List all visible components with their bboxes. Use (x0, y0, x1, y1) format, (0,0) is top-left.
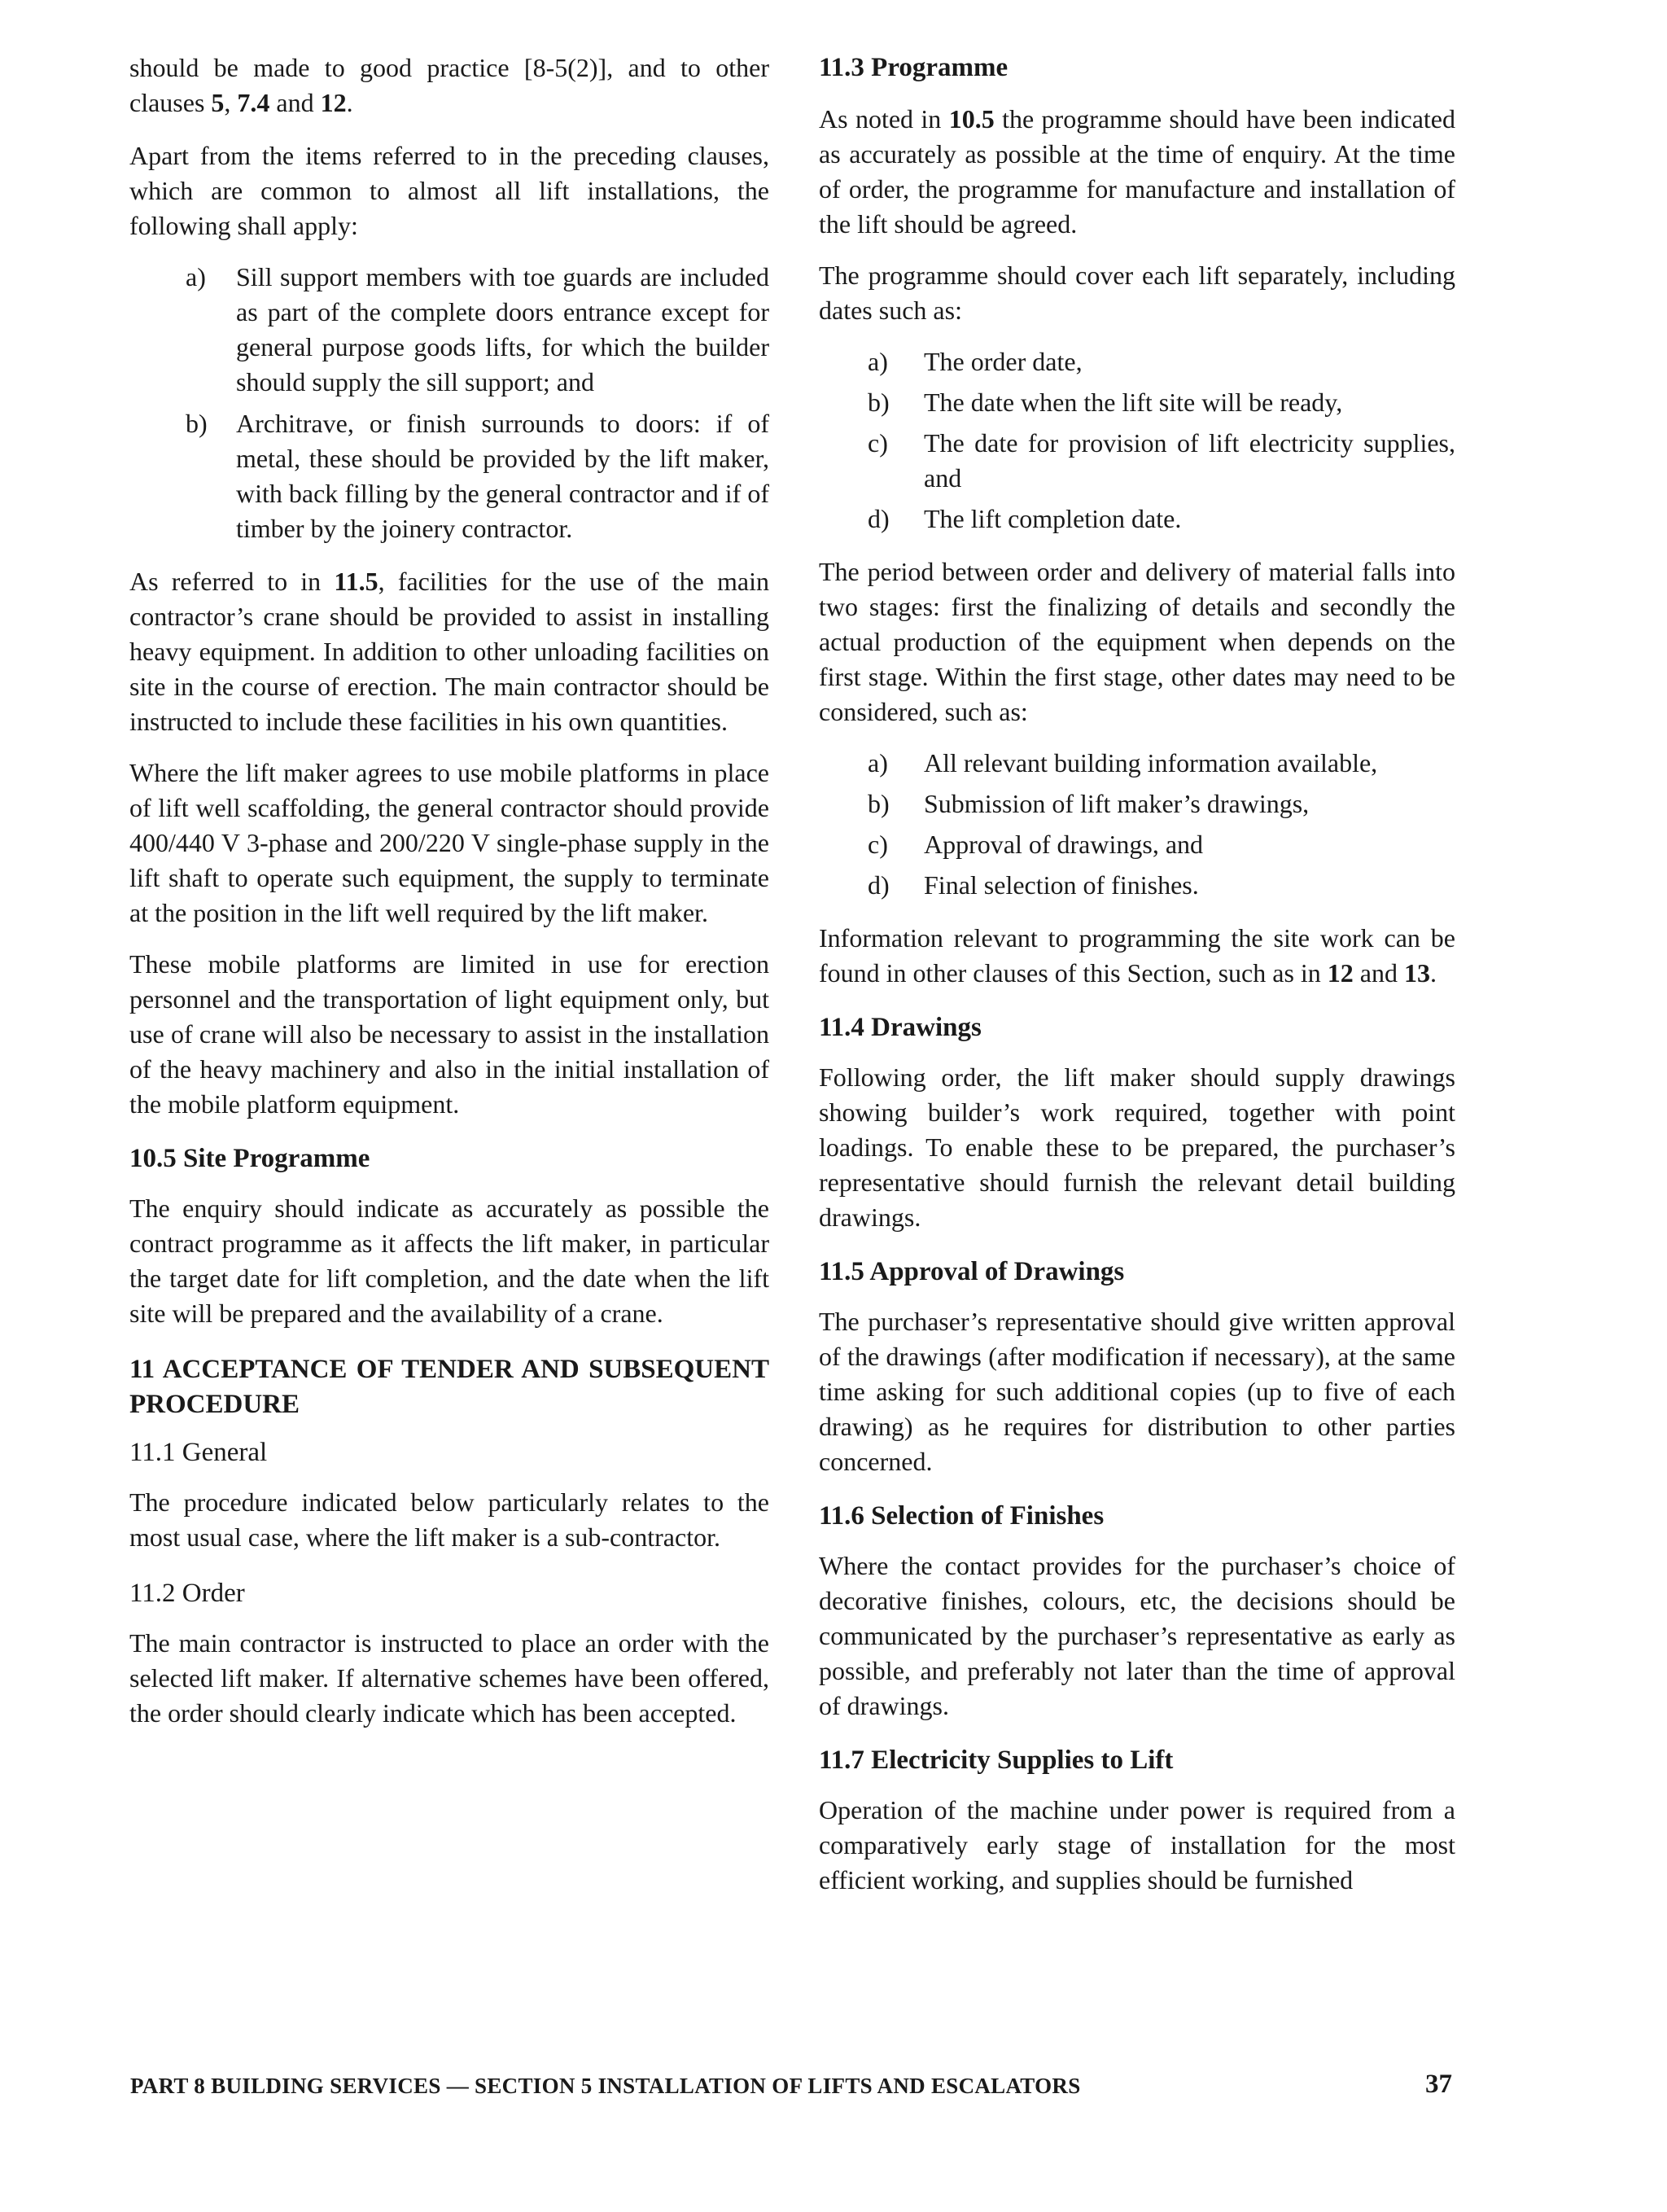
paragraph: The procedure indicated below particularly relates to the most usual case, where the lift maker is a sub-contractor. (129, 1487, 769, 1552)
clause-ref: 11.5 (334, 567, 378, 596)
section-heading: 11.3 Programme (819, 53, 1009, 82)
paragraph: Where the lift maker agrees to use mobile platforms in place of lift well scaffolding, the general contractor should provide 400/440 V 3-phase and 200/220 V single-phase supply in the lift shaft to operate such equipment, the supply to terminate at the position in the lift well required by the lift maker. (129, 758, 769, 927)
list-item (129, 260, 769, 400)
list-marker: d) (868, 504, 890, 533)
paragraph: Operation of the machine under power is required from a comparatively early stage of installation for the most efficient working, and supplies should be furnished (819, 1795, 1455, 1894)
section-heading: 11.2 Order (129, 1579, 245, 1608)
list-marker: b) (868, 789, 890, 818)
list-item (819, 426, 1455, 496)
paragraph: Where the contact provides for the purchaser’s choice of decorative finishes, colours, etc, the decisions should be communicated by the purchaser’s representative as early as possible, and preferably not later than the time of approval of drawings. (819, 1551, 1455, 1720)
list-marker: a) (868, 347, 888, 376)
paragraph: The period between order and delivery of material falls into two stages: first the finalizing of details and secondly the actual production of the equipment when depends on the first stage. Within the first stage, other dates may need to be considered, such as: (819, 557, 1455, 726)
list-item-text: Submission of lift maker’s drawings, (924, 789, 1310, 818)
paragraph: The purchaser’s representative should give written approval of the drawings (after modification if necessary), at the same time asking for such additional copies (up to five of each drawing) as he requires for distribution to other parties concerned. (819, 1307, 1455, 1476)
paragraph-continuation: should be made to good practice [8-5(2)], and to other clauses 5, 7.4 and 12. (129, 53, 769, 117)
list-item (819, 746, 1455, 781)
list-marker: a) (186, 262, 206, 291)
clause-ref: 10.5 (948, 104, 995, 134)
clause-ref: 12 (320, 88, 347, 117)
programme-dates-list (819, 344, 1455, 537)
page-footer: PART 8 BUILDING SERVICES — SECTION 5 INSTALLATION OF LIFTS AND ESCALATORS (130, 2074, 1081, 2098)
requirements-list (129, 260, 769, 546)
section-heading: 11.5 Approval of Drawings (819, 1257, 1125, 1286)
list-item (129, 406, 769, 546)
list-item (819, 786, 1455, 821)
list-marker: a) (868, 748, 888, 777)
paragraph: These mobile platforms are limited in use for erection personnel and the transportation of light equipment only, but use of crane will also be necessary to assist in the installation of the heavy machinery and also in the initial installation of the mobile platform equipment. (129, 949, 769, 1119)
section-heading: 11.4 Drawings (819, 1013, 982, 1042)
list-marker: c) (868, 830, 888, 859)
list-item-text: Final selection of finishes. (924, 870, 1199, 900)
clause-ref: 7.4 (237, 88, 270, 117)
list-marker: d) (868, 870, 890, 900)
list-marker: b) (868, 388, 890, 417)
list-item (819, 827, 1455, 862)
paragraph: The main contractor is instructed to place an order with the selected lift maker. If alternative schemes have been offered, the order should clearly indicate which has been accepted. (129, 1628, 769, 1728)
paragraph: As noted in 10.5 the programme should have been indicated as accurately as possible at the time of enquiry. At the time of order, the programme for manufacture and installation of the lift should be agreed. (819, 104, 1455, 239)
list-item-text: The lift completion date. (924, 504, 1182, 533)
clause-ref: 5 (211, 88, 225, 117)
paragraph: Following order, the lift maker should supply drawings showing builder’s work required, together with point loadings. To enable these to be prepared, the purchaser’s representative should furnish the relevant detail building drawings. (819, 1062, 1455, 1232)
page-number: 37 (1425, 2070, 1452, 2099)
section-heading: 11.7 Electricity Supplies to Lift (819, 1746, 1174, 1775)
list-item-text: The date for provision of lift electricity supplies, and (924, 428, 1455, 493)
list-item-text: All relevant building information available, (924, 748, 1378, 777)
section-heading: 11.6 Selection of Finishes (819, 1501, 1105, 1531)
list-item (819, 502, 1455, 537)
first-stage-dates-list (819, 746, 1455, 903)
list-marker: c) (868, 428, 888, 458)
section-title: 11 ACCEPTANCE OF TENDER AND SUBSEQUENT PROCEDURE (129, 1355, 769, 1419)
list-item (819, 344, 1455, 379)
clause-ref: 12 (1327, 958, 1354, 988)
clause-ref: 13 (1403, 958, 1430, 988)
list-item-text: Architrave, or finish surrounds to doors: if of metal, these should be provided by the lift maker, with back filling by the general contractor and if of timber by the joinery contractor. (236, 409, 769, 543)
list-marker: b) (186, 409, 208, 438)
paragraph: As referred to in 11.5, facilities for the use of the main contractor’s crane should be provided to assist in installing heavy equipment. In addition to other unloading facilities on site in the course of erection. The main contractor should be instructed to include these facilities in his own quantities. (129, 567, 770, 736)
paragraph: Apart from the items referred to in the preceding clauses, which are common to almost all lift installations, the following shall apply: (129, 141, 769, 240)
list-item-text: The order date, (924, 347, 1083, 376)
section-heading: 10.5 Site Programme (129, 1144, 370, 1173)
list-item-text: Sill support members with toe guards are included as part of the complete doors entrance except for general purpose goods lifts, for which the builder should supply the sill support; and (236, 262, 769, 396)
paragraph: Information relevant to programming the site work can be found in other clauses of this Section, such as in 12 and 13. (819, 923, 1455, 988)
list-item-text: The date when the lift site will be ready, (924, 388, 1343, 417)
paragraph: The enquiry should indicate as accurately as possible the contract programme as it affects the lift maker, in particular the target date for lift completion, and the date when the lift site will be prepared and the availability of a crane. (129, 1194, 769, 1328)
list-item (819, 868, 1455, 903)
paragraph: The programme should cover each lift separately, including dates such as: (819, 261, 1455, 325)
section-heading: 11.1 General (129, 1438, 268, 1467)
left-column (129, 50, 769, 1747)
list-item-text: Approval of drawings, and (924, 830, 1204, 859)
right-column (819, 50, 1455, 1914)
list-item (819, 385, 1455, 420)
